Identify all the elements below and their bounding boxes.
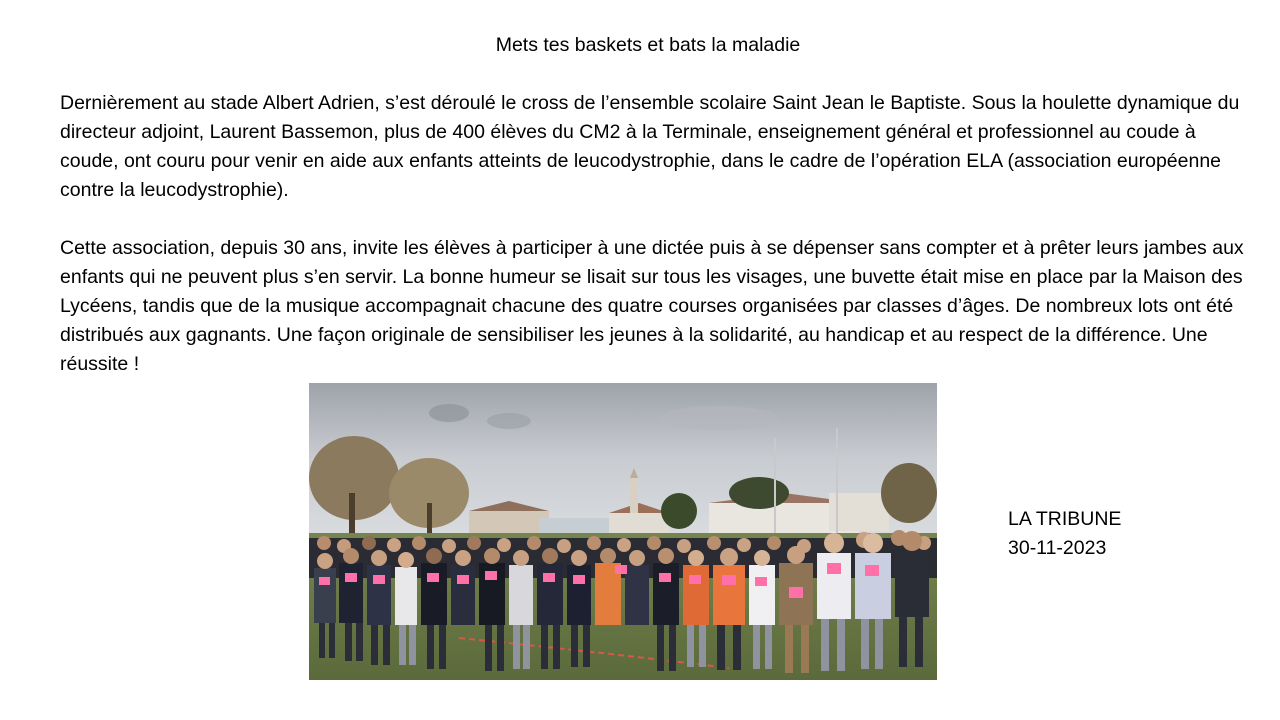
source-credit bbox=[1008, 505, 1121, 563]
paragraph-1: Dernièrement au stade Albert Adrien, s’est déroulé le cross de l’ensemble scolaire Saint Jean le Baptiste. Sous la houlette dynamique du directeur adjoint, Laurent Bassemon, plus de 400 élèves du CM2 à la Terminale, enseignement général et professionnel au coude à coude, ont couru pour venir en aide aux enfants atteints de leucodystrophie, dans le cadre de l’opération ELA (association européenne contre la leucodystrophie). bbox=[60, 92, 1240, 201]
paragraph-2: Cette association, depuis 30 ans, invite les élèves à participer à une dictée puis à se dépenser sans compter et à prêter leurs jambes aux enfants qui ne peuvent plus s’en servir. La bonne humeur se lisait sur tous les visages, une buvette était mise en place par la Maison des Lycéens, tandis que de la musique accompagnait chacune des quatre courses organisées par classes d’âges. De nombreux lots ont été distribués aux gagnants. Une façon originale de sensibiliser les jeunes à la solidarité, au handicap et au respect de la différence. Une réussite ! bbox=[60, 237, 1244, 375]
event-photo-illustration bbox=[309, 383, 937, 680]
event-photo bbox=[309, 383, 937, 680]
publication-name: LA TRIBUNE bbox=[1008, 508, 1122, 530]
publication-date: 30-11-2023 bbox=[1008, 537, 1107, 559]
article-title: Mets tes baskets et bats la maladie bbox=[495, 34, 801, 56]
article-body bbox=[60, 89, 1250, 379]
